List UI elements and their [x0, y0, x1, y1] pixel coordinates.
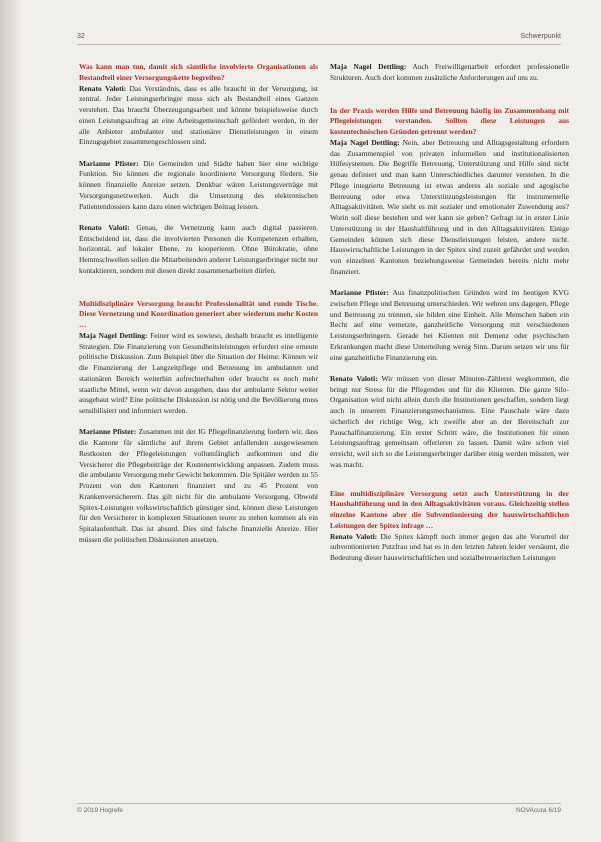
page-header — [77, 30, 561, 45]
answer-text: Die Gemeinden und Städte haben hier eine wichtige Funktion. Sie können die regionale koordinierte Versorgung fördern. Sie können finanzielle Anreize setzen. Denkbar wären Leistungsverträge mit Versorgungsnetzwerken. Auch die Umsetzung des elektronischen Patientendossiers kann dazu einen wichtigen Beitrag leisten. — [79, 158, 319, 211]
speaker-name: Maja Nagel Dettling: — [330, 137, 400, 147]
speaker-name: Renato Valoti: — [330, 531, 378, 541]
paragraph — [330, 374, 569, 471]
answer-text: Das Verständnis, dass es alle braucht in der Versorgung, ist zentral. Jeder Leistungserbringer muss sich als Bestandteil eines Ganzen verstehen. Das braucht Überzeugungsarbeit und könnte beispielsweise durch einen Leistungsauftrag an eine Arbeitsgemeinschaft gefördert werden, in der alle Anbieter ambulanter und stationärer Dienstleistungen in einem Einzugsgebiet zusammengeschlossen sind. — [79, 83, 318, 147]
page-spine-shadow — [0, 0, 22, 842]
speaker-name: Maja Nagel Dettling: — [79, 330, 148, 340]
interview-question: Eine multidisziplinäre Versorgung setzt auch Unterstützung in der Haushaltführung und in den Alltagsaktivitäten voraus. Gleichzeitig stellen einzelne Kantone aber die Subventionierung der hauswirtschaftlichen Leistungen der Spitex infrage … — [330, 488, 569, 530]
page-footer — [77, 803, 561, 816]
interview-question: Multidisziplinäre Versorgung braucht Professionalität und runde Tische. Diese Vernetzung und Koordination generiert aber wiederum mehr Kosten … — [79, 298, 318, 329]
speaker-name: Maja Nagel Dettling: — [330, 62, 407, 71]
speaker-name: Marianne Pfister: — [79, 427, 137, 437]
rubric-label: Schwerpunkt — [520, 33, 561, 40]
issue-label: NOVAcura 6/19 — [515, 807, 561, 814]
speaker-name: Marianne Pfister: — [330, 288, 389, 297]
answer-text: Zusammen mit der IG Pflegefinanzierung fordern wir, dass die Kantone für sämtliche auf ihrem Gebiet anfallenden ausgewiesenen Restkosten der Pflegeleistungen vollumfänglich aufkommen und die Versicherer die Pflegebeiträge der Kostenentwicklung anpassen. Zudem muss die ambulante Versorgung mehr Gewicht bekommen. Die Spitäler werden zu 55 Prozent von den Kantonen finanziert und zu 45 Prozent von Krankenversicherern. Das gilt nicht für die ambulante Versorgung. Obwohl Spitex-Leistungen volkswirtschaftlich günstiger sind, können diese Leistungen für den Versicherer in komplexen Situationen teurer zu stehen kommen als ein Spitalaufenthalt. Das ist absurd. Dies sind falsche finanzielle Anreize. Hier müssen die politischen Diskussionen ansetzen. — [79, 427, 319, 544]
speaker-name: Renato Valoti: — [79, 83, 127, 93]
left-column — [79, 62, 318, 556]
paragraph — [79, 427, 318, 545]
copyright-notice: © 2019 Hogrefe — [77, 807, 123, 814]
answer-text: Die Spitex kämpft noch immer gegen das alte Vorurteil der subventionierten Putzfrau und hat es in den letzten Jahren leider versäumt, die Bedeutung dieser hauswirtschaftlichen und sozialbetreuerischen Leistungen — [330, 531, 569, 562]
answer-text: Feiner wird es sowieso, deshalb braucht es intelligente Strategien. Die Finanzierung von Gesundheitsleistungen erfordert eine erneute politische Diskussion. Zum Beispiel über die Situation der Heime: Können wir die Finanzierung der Langzeitpflege und Betreuung im ambulanten und stationären Bereich weiterhin aufrechterhalten oder braucht es noch mehr staatliche Mittel, wenn wir davon ausgehen, dass der ambulante Sektor weiter ausgebaut wird? Eine politische Diskussion ist nötig und die Bevölkerung muss sensibilisiert und informiert werden. — [79, 330, 319, 415]
answer-text: Wir müssen von dieser Minuten-Zählerei wegkommen, die bringt nur Stress für die Pflegenden und für die Klienten. Die ganze Silo-Organisation wird nicht allein durch die Institutionen geschaffen, sondern liegt auch in unserem Finanzierungsmechanismus. Eine Pauschale wäre dazu sicherlich der richtige Weg, ich zweifle aber an der Bereitschaft zur Pauschalfinanzierung. Ein erster Schritt wäre, die Institutionen für einen Leistungsauftrag gemeinsam offerieren zu lassen. Damit wäre schon viel erreicht, weil sich so die Leistungserbringer darüber einig werden müssten, wer was macht. — [330, 373, 569, 469]
paragraph — [330, 62, 569, 84]
paragraph — [330, 106, 569, 278]
speaker-name: Renato Valoti: — [79, 222, 130, 232]
answer-text: Auch Freiwilligenarbeit erfordert professionelle Strukturen. Auch dort kommen zusätzliche Anforderungen auf uns zu. — [330, 62, 570, 82]
speaker-name: Marianne Pfister: — [79, 158, 139, 168]
paragraph — [330, 489, 569, 564]
interview-question: In der Praxis werden Hilfe und Betreuung häufig im Zusammenhang mit Pflegeleistungen verstanden. Sollten diese Leistungen aus kostentechnischen Gründen getrennt werden? — [330, 105, 569, 136]
answer-text: Nein, aber Betreuung und Alltagsgestaltung erfordern das Zusammenspiel von privaten informellen und institutionalisierten Hilfesystemen. Die Begriffe Betreuung, Unterstützung und Hilfe sind nicht genau definiert und man kann Unterschiedliches darunter verstehen. In die Pflege integrierte Betreuung ist etwas anderes als soziale und agogische Betreuung oder etwa Unterstützungsleistungen für instrumentelle Alltagsaktivitäten. Wie sieht es mit sozialer und emotionaler Zuwendung aus? Worin soll diese bestehen und wer kann sie geben? Gefragt ist in erster Linie Unterstützung in der Haushaltführung und in den Alltagsaktivitäten. Einige Gemeinden können sich diese Dienstleistungen leisten, andere nicht. Hauswirtschaftliche Leistungen in der Spitex sind zuzeit gefährdet und werden von einzelnen Kantonen beziehungsweise Gemeinden bereits nicht mehr finanziert. — [330, 137, 570, 276]
paragraph — [79, 223, 318, 277]
paragraph — [79, 299, 318, 417]
speaker-name: Renato Valoti: — [330, 373, 378, 383]
answer-text: Genau, die Vernetzung kann auch digital passieren. Entscheidend ist, dass die involvierten Personen die Kompetenzen erhalten, horizontal, auf lokaler Ebene, zu kooperieren. Ohne Bürokratie, ohne Hemmschwellen sollen die Mitarbeitenden anderer Leistungserbringer nicht nur kontaktieren, sondern mit diesen direkt zusammenarbeiten dürfen. — [79, 222, 318, 275]
paragraph — [330, 288, 569, 363]
paragraph — [79, 159, 318, 213]
interview-question: Was kann man tun, damit sich sämtliche involvierte Organisationen als Bestandteil einer Versorgungskette begreifen? — [79, 62, 318, 82]
paragraph — [79, 62, 318, 148]
page-number: 32 — [77, 33, 85, 40]
right-column — [330, 62, 569, 574]
answer-text: Aus finanzpolitischen Gründen wird im heutigen KVG zwischen Pflege und Betreuung unterschieden. Wir wehren uns dagegen, Pflege und Betreuung zu trennen, sie bilden eine Einheit. Alle Menschen haben ein Recht auf eine vernetzte, ganzheitliche Versorgung mit verschiedenen Leistungserbringern. Gerade bei Klienten mit Demenz oder psychischen Erkrankungen macht diese Unterteilung wenig Sinn. Darum setzen wir uns für eine ganzheitliche Finanzierung ein. — [330, 288, 570, 362]
